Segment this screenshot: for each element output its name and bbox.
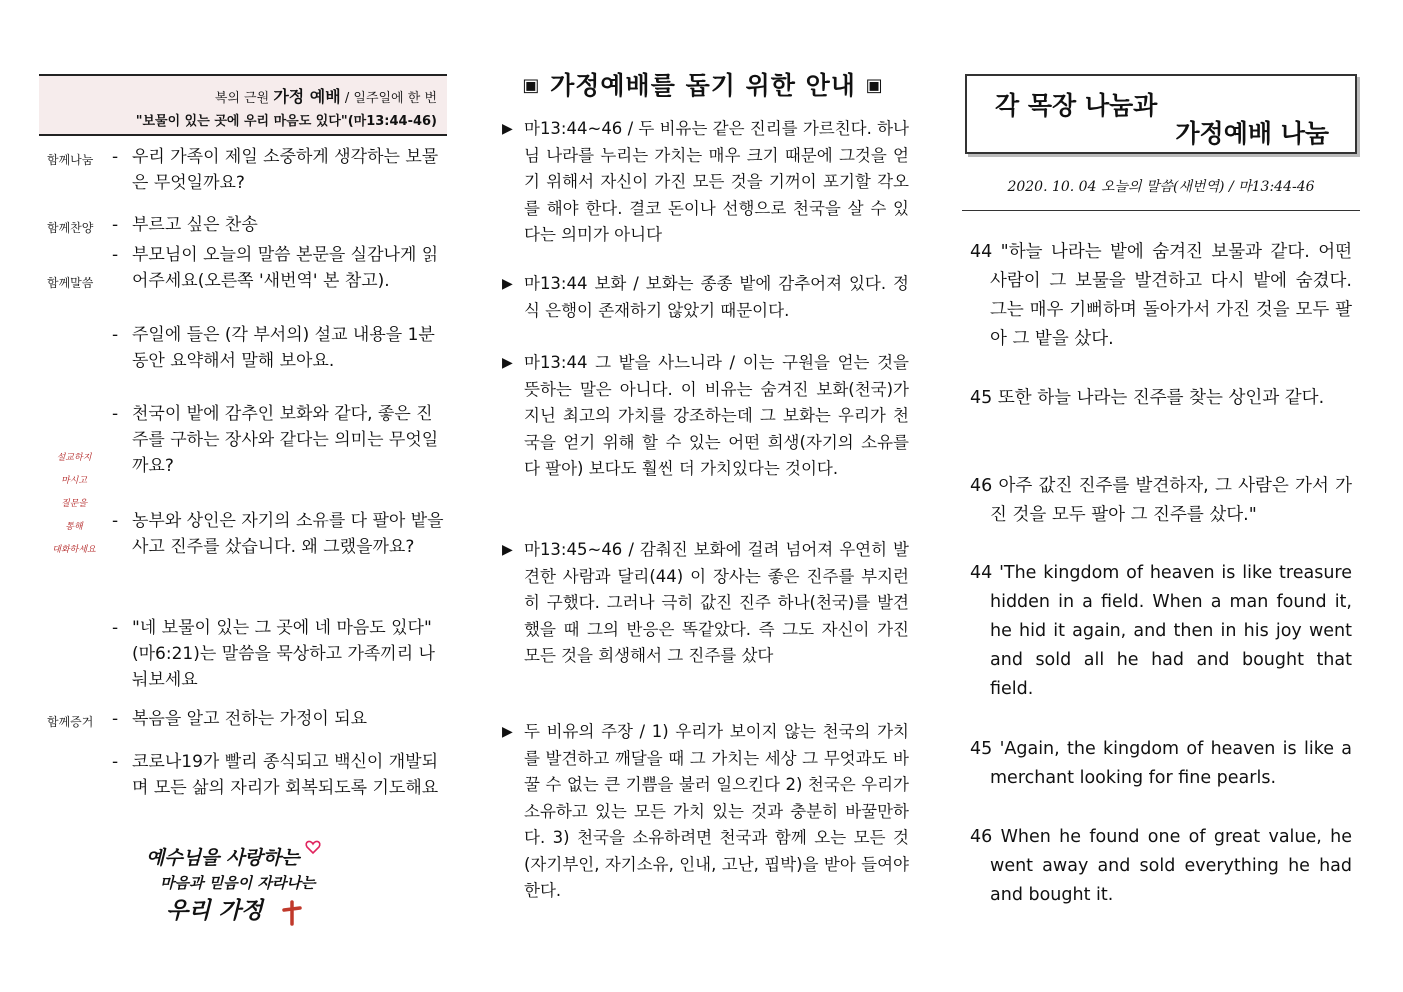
list-item-text: 복음을 알고 전하는 가정이 되요 (132, 709, 368, 729)
list-item-text: 천국이 밭에 감추인 보화와 같다, 좋은 진주를 구하는 장사와 같다는 의미는 무엇일까요? (132, 404, 439, 476)
list-item: - 우리 가족이 제일 소중하게 생각하는 보물은 무엇일까요? (112, 144, 444, 196)
list-item: - "네 보물이 있는 그 곳에 네 마음도 있다"(마6:21)는 말씀을 묵상하고 가족끼리 나눠보세요 (112, 615, 444, 693)
verse-text: 46 아주 값진 진주를 발견하자, 그 사람은 가서 가진 것을 모두 팔아 그 진주를 샀다." (970, 476, 1352, 525)
label-witness: 함께증거 (47, 715, 94, 729)
verse-text: 45 'Again, the kingdom of heaven is like a merchant looking for fine pearls. (970, 739, 1352, 788)
list-item: - 복음을 알고 전하는 가정이 되요 (112, 706, 444, 732)
guide-item (497, 719, 909, 905)
divider (962, 210, 1360, 211)
verse-text: 44 "하늘 나라는 밭에 숨겨진 보물과 같다. 어떤 사람이 그 보물을 발견하고 다시 밭에 숨겼다. 그는 매우 기뻐하며 돌아가서 가진 것을 모두 팔아 그 밭을 샀다. (970, 242, 1352, 349)
side-note-line: 질문을 (60, 499, 88, 509)
cross-icon (284, 902, 300, 924)
triangle-bullet-icon: ▶ (502, 355, 513, 371)
list-item-text: 부모님이 오늘의 말씀 본문을 실감나게 읽어주세요(오른쪽 '새번역' 본 참고). (132, 245, 439, 291)
verse (970, 384, 1352, 413)
guide-item (497, 537, 909, 670)
worship-header (39, 74, 447, 136)
heart-icon (306, 841, 320, 853)
box-title-line2: 가정예배 나눔 (1175, 119, 1329, 148)
guide-title (497, 66, 909, 102)
square-icon: ▣ (865, 75, 884, 96)
guide-title-text: 가정예배를 돕기 위한 안내 (550, 71, 856, 100)
list-item: - 부모님이 오늘의 말씀 본문을 실감나게 읽어주세요(오른쪽 '새번역' 본 참고). (112, 242, 444, 294)
list-item-text: 농부와 상인은 자기의 소유를 다 팔아 밭을 사고 진주를 샀습니다. 왜 그랬을까요? (132, 511, 444, 557)
list-item-text: 코로나19가 빨리 종식되고 백신이 개발되며 모든 삶의 자리가 회복되도록 기도해요 (132, 752, 439, 798)
verse (970, 735, 1352, 793)
verse-text: 46 When he found one of great value, he went away and sold everything he had and bought it. (970, 827, 1352, 905)
triangle-bullet-icon: ▶ (502, 121, 513, 137)
list-item: - 코로나19가 빨리 종식되고 백신이 개발되며 모든 삶의 자리가 회복되도록 기도해요 (112, 749, 444, 801)
list-item: - 부르고 싶은 찬송 (112, 212, 444, 238)
guide-item-text: 마13:44 그 밭을 사느니라 / 이는 구원을 얻는 것을 뜻하는 말은 아니다. 이 비유는 숨겨진 보화(천국)가 지닌 최고의 가치를 강조하는데 그 보화는 우리가 천국을 얻기 위해 할 수 있는 어떤 희생(자기의 소유를 다 팔아) 보다도 훨씬 더 가치있다는 것이다. (524, 353, 909, 478)
list-item: - 주일에 들은 (각 부서의) 설교 내용을 1분 동안 요약해서 말해 보아요. (112, 322, 444, 374)
header-main: 가정 예배 (273, 87, 341, 106)
guide-item (497, 350, 909, 483)
triangle-bullet-icon: ▶ (502, 542, 513, 558)
triangle-bullet-icon: ▶ (502, 276, 513, 292)
sharing-title-box (965, 74, 1357, 154)
box-title-line1: 각 목장 나눔과 (995, 91, 1158, 120)
list-item-text: 부르고 싶은 찬송 (132, 215, 258, 235)
list-item: - 농부와 상인은 자기의 소유를 다 팔아 밭을 사고 진주를 샀습니다. 왜 그랬을까요? (112, 508, 444, 560)
verse (970, 472, 1352, 530)
calligraphy-line1: 예수님을 사랑하는 (146, 847, 300, 869)
side-note-line: 설교하지 (56, 453, 92, 463)
triangle-bullet-icon: ▶ (502, 724, 513, 740)
verse-text: 45 또한 하늘 나라는 진주를 찾는 상인과 같다. (970, 388, 1325, 408)
side-note-line: 마시고 (60, 476, 88, 486)
label-word: 함께말씀 (47, 276, 94, 290)
date-reference: 2020. 10. 04 오늘의 말씀(새번역) / 마13:44-46 (1007, 179, 1315, 195)
calligraphy-line2: 마음과 믿음이 자라나는 (160, 874, 316, 892)
label-sharing: 함께나눔 (47, 153, 94, 167)
header-suffix: / 일주일에 한 번 (344, 91, 437, 106)
list-item: - 천국이 밭에 감추인 보화와 같다, 좋은 진주를 구하는 장사와 같다는 의미는 무엇일까요? (112, 401, 444, 479)
side-note (49, 447, 99, 562)
list-item-text: 주일에 들은 (각 부서의) 설교 내용을 1분 동안 요약해서 말해 보아요. (132, 325, 435, 371)
side-note-line: 대화하세요 (52, 545, 96, 555)
header-prefix: 복의 근원 (214, 91, 270, 106)
calligraphy-line3: 우리 가정 (166, 898, 263, 924)
header-line1 (215, 84, 437, 107)
side-note-line: 통해 (65, 522, 83, 532)
list-item-text: 우리 가족이 제일 소중하게 생각하는 보물은 무엇일까요? (132, 147, 439, 193)
label-praise: 함께찬양 (47, 221, 94, 235)
verse (970, 823, 1352, 910)
guide-item-text: 마13:44 보화 / 보화는 종종 밭에 감추어져 있다. 정식 은행이 존재하기 않았기 때문이다. (524, 274, 909, 320)
guide-item-text: 두 비유의 주장 / 1) 우리가 보이지 않는 천국의 가치를 발견하고 깨달을 때 그 가치는 세상 그 무엇과도 바꿀 수 없는 큰 기쁨을 불러 일으킨다 2) 천국은 우리가 소유하고 있는 모든 가치 있는 것과 충분히 바꿀만하다. 3) 천국을 소유하려면 천국과 함께 오는 모든 것(자기부인, 자기소유, 인내, 고난, 핍박)을 받아 들여야한다. (524, 722, 909, 900)
guide-item (497, 116, 909, 249)
verse-text: 44 'The kingdom of heaven is like treasure hidden in a field. When a man found it, he hid it again, and then in his joy went and sold all he had and bought that field. (970, 563, 1352, 699)
list-item-text: "네 보물이 있는 그 곳에 네 마음도 있다"(마6:21)는 말씀을 묵상하고 가족끼리 나눠보세요 (132, 618, 435, 690)
square-icon: ▣ (522, 75, 541, 96)
header-verse-quote: "보물이 있는 곳에 우리 마음도 있다"(마13:44-46) (135, 114, 437, 129)
guide-item-text: 마13:45~46 / 감춰진 보화에 걸려 넘어져 우연히 발견한 사람과 달리(44) 이 장사는 좋은 진주를 부지런히 구했다. 그러나 극히 값진 진주 하나(천국)를 발견했을 때 그의 반응은 똑같았다. 즉 그도 자신이 가진 모든 것을 희생해서 그 진주를 샀다 (524, 540, 909, 665)
verse (970, 238, 1352, 354)
guide-item (497, 271, 909, 324)
calligraphy-logo (142, 838, 342, 928)
verse (970, 559, 1352, 704)
guide-item-text: 마13:44~46 / 두 비유는 같은 진리를 가르친다. 하나님 나라를 누리는 가치는 매우 크기 때문에 그것을 얻기 위해서 자신이 가진 모든 것을 기꺼이 포기할 각오를 해야 한다. 결코 돈이나 선행으로 천국을 살 수 있다는 의미가 아니다 (524, 119, 909, 244)
